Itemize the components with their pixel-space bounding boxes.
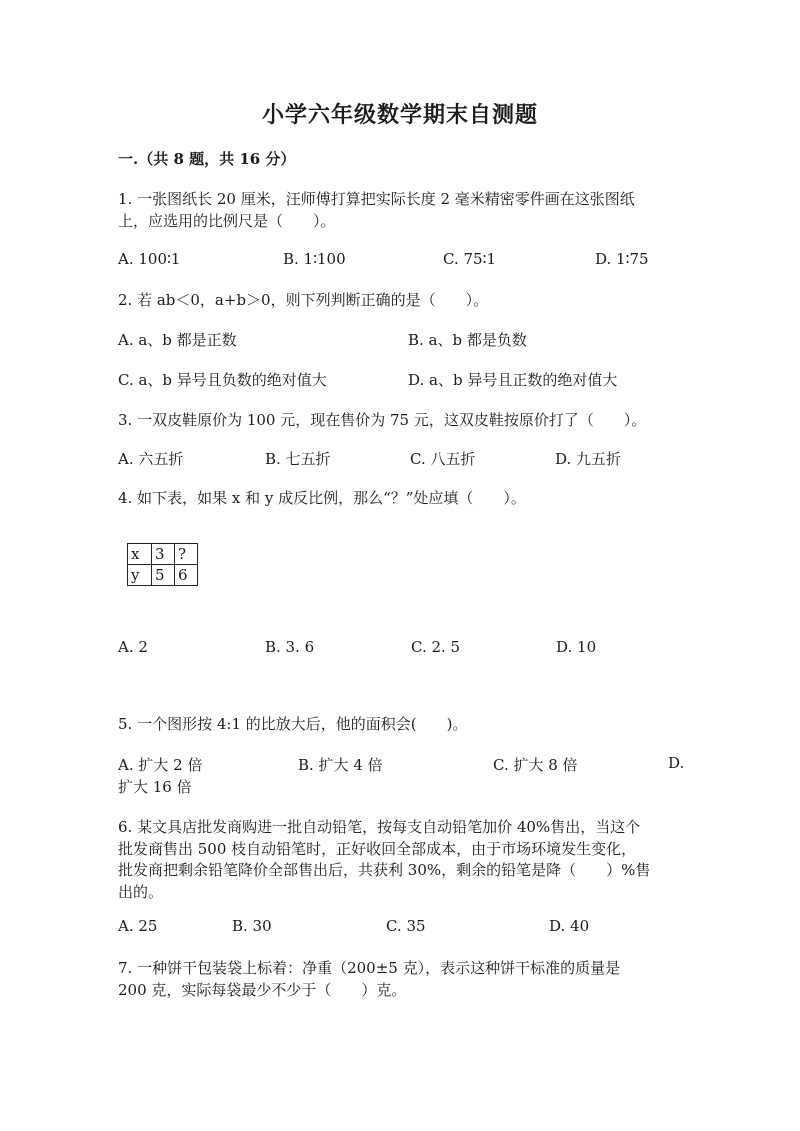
table-cell: 6 xyxy=(175,565,198,586)
question-3-option-c: C. 八五折 xyxy=(410,450,476,468)
question-6-line-3: 批发商把剩余铅笔降价全部售出后，共获利 30%，剩余的铅笔是降（ ）%售 xyxy=(118,861,651,879)
question-2-option-d: D. a、b 异号且正数的绝对值大 xyxy=(408,371,618,389)
question-4-option-a: A. 2 xyxy=(118,638,148,656)
question-1-option-c: C. 75∶1 xyxy=(443,250,497,268)
question-5-option-d-text: 扩大 16 倍 xyxy=(118,778,192,796)
question-1-line-1: 1. 一张图纸长 20 厘米，汪师傅打算把实际长度 2 毫米精密零件画在这张图纸 xyxy=(118,190,635,208)
question-7-line-2: 200 克，实际每袋最少不少于（ ）克。 xyxy=(118,981,407,999)
question-4-option-d: D. 10 xyxy=(556,638,597,656)
question-2-option-b: B. a、b 都是负数 xyxy=(408,331,527,349)
question-4-line-1: 4. 如下表，如果 x 和 y 成反比例，那么“？”处应填（ ）。 xyxy=(118,489,526,507)
question-5-line-1: 5. 一个图形按 4:1 的比放大后，他的面积会( )。 xyxy=(118,715,468,733)
question-5-option-a: A. 扩大 2 倍 xyxy=(118,756,203,774)
question-7-line-1: 7. 一种饼干包装袋上标着：净重（200±5 克），表示这种饼干标准的质量是 xyxy=(118,959,621,977)
proportion-table xyxy=(127,543,198,586)
question-2-option-a: A. a、b 都是正数 xyxy=(118,331,237,349)
table-cell: y xyxy=(128,565,152,586)
question-1-option-d: D. 1∶75 xyxy=(595,250,649,268)
question-5-option-b: B. 扩大 4 倍 xyxy=(298,756,383,774)
question-2-line-1: 2. 若 ab＜0，a+b＞0，则下列判断正确的是（ ）。 xyxy=(118,291,489,309)
table-row xyxy=(128,565,198,586)
question-3-option-b: B. 七五折 xyxy=(265,450,331,468)
question-6-option-c: C. 35 xyxy=(386,917,426,935)
question-6-option-a: A. 25 xyxy=(118,917,158,935)
question-1-option-b: B. 1∶100 xyxy=(283,250,346,268)
question-1-line-2: 上，应选用的比例尺是（ ）。 xyxy=(118,212,336,230)
question-5-option-d: D. xyxy=(668,754,685,772)
question-3-option-a: A. 六五折 xyxy=(118,450,184,468)
page-title: 小学六年级数学期末自测题 xyxy=(261,102,538,128)
question-6-option-d: D. 40 xyxy=(549,917,590,935)
table-cell: 3 xyxy=(152,544,175,565)
table-cell: 5 xyxy=(152,565,175,586)
question-4-option-b: B. 3. 6 xyxy=(265,638,315,656)
question-3-option-d: D. 九五折 xyxy=(555,450,622,468)
question-4-option-c: C. 2. 5 xyxy=(411,638,461,656)
question-6-option-b: B. 30 xyxy=(232,917,272,935)
question-3-line-1: 3. 一双皮鞋原价为 100 元，现在售价为 75 元，这双皮鞋按原价打了（ ）。 xyxy=(118,411,647,429)
question-2-option-c: C. a、b 异号且负数的绝对值大 xyxy=(118,371,327,389)
table-row xyxy=(128,544,198,565)
question-6-line-2: 批发商售出 500 枝自动铅笔时，正好收回全部成本，由于市场环境发生变化， xyxy=(118,840,637,858)
question-6-line-1: 6. 某文具店批发商购进一批自动铅笔，按每支自动铅笔加价 40%售出，当这个 xyxy=(118,818,641,836)
table-cell: ? xyxy=(175,544,198,565)
table-cell: x xyxy=(128,544,152,565)
question-5-option-c: C. 扩大 8 倍 xyxy=(493,756,578,774)
question-1-option-a: A. 100∶1 xyxy=(118,250,181,268)
question-6-line-4: 出的。 xyxy=(118,883,164,901)
section-header: 一.（共 8 题，共 16 分） xyxy=(118,150,296,168)
